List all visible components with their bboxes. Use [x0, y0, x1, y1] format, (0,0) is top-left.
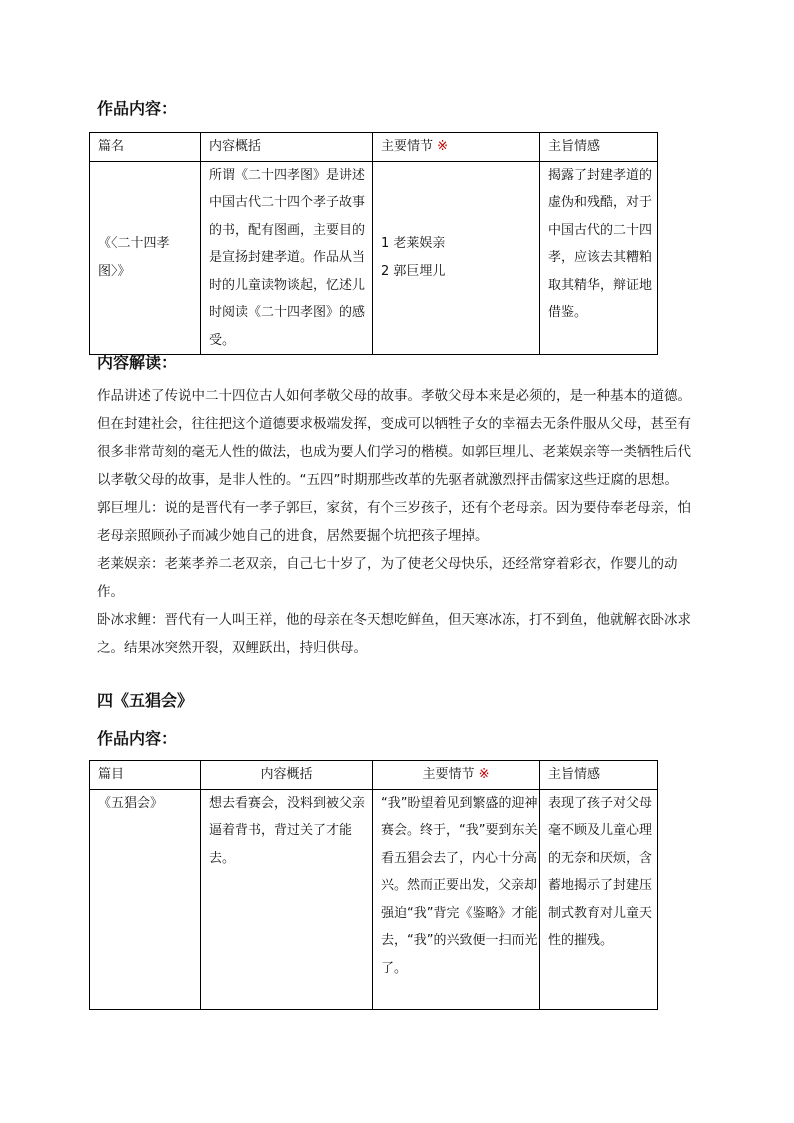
summary-cell: 想去看赛会，没料到被父亲逼着背书，背过关了才能去。: [201, 789, 373, 1009]
plot-item: 1 老莱娱亲: [381, 236, 446, 252]
paragraph: 郭巨埋儿：说的是晋代有一孝子郭巨，家贫，有个三岁孩子，还有个老母亲。因为要侍奉老母亲，怕老母亲照顾孙子而减少她自己的进食，居然要掘个坑把孩子埋掉。: [97, 500, 691, 544]
paragraph: 老莱娱亲：老莱孝养二老双亲，自己七十岁了，为了使老父母快乐，还经常穿着彩衣，作婴儿的动作。: [97, 556, 678, 600]
table-row: [90, 161, 658, 355]
title-text: 《〈二十四孝图〉》: [98, 236, 170, 279]
theme-cell: 揭露了封建孝道的虚伪和残酷，对于中国古代的二十四孝，应该去其糟粕取其精华，辩证地借鉴。: [540, 161, 658, 355]
header-cell: 篇目: [90, 761, 201, 790]
reading-body: [97, 382, 697, 662]
header-cell: [373, 761, 540, 790]
work-content-heading: 作品内容：: [97, 729, 178, 748]
table-header-row: [90, 761, 658, 790]
work-content-heading: 作品内容：: [97, 99, 178, 118]
theme-cell: 表现了孩子对父母毫不顾及儿童心理的无奈和厌烦，含蓄地揭示了封建压制式教育对儿童天性的摧残。: [540, 789, 658, 1009]
header-cell: 主旨情感: [540, 133, 658, 162]
header-cell: 主旨情感: [540, 761, 658, 790]
asterisk-mark-icon: ※: [478, 767, 490, 782]
wuchang-table: [89, 760, 658, 1010]
header-text: 主要情节: [422, 767, 475, 782]
twenty-four-filial-table: [89, 132, 658, 355]
header-text: 主要情节: [381, 139, 434, 154]
title-cell: [90, 161, 201, 355]
plot-cell: “我”盼望着见到繁盛的迎神赛会。终于，“我”要到东关看五猖会去了，内心十分高兴。然而正要出发，父亲却强迫“我”背完《鉴略》才能去，“我”的兴致便一扫而光了。: [373, 789, 540, 1009]
plot-cell: [373, 161, 540, 355]
table-header-row: [90, 133, 658, 162]
paragraph: 卧冰求鲤：晋代有一人叫王祥，他的母亲在冬天想吃鲜鱼，但天寒冰冻，打不到鱼，他就解衣卧冰求之。结果冰突然开裂，双鲤跃出，持归供母。: [97, 612, 691, 656]
asterisk-mark-icon: ※: [437, 139, 449, 154]
header-cell: 内容概括: [201, 761, 373, 790]
section-title: 四《五猖会》: [97, 691, 194, 710]
title-cell: 《五猖会》: [90, 789, 201, 1009]
paragraph: 作品讲述了传说中二十四位古人如何孝敬父母的故事。孝敬父母本来是必须的，是一种基本的道德。但在封建社会，往往把这个道德要求极端发挥，变成可以牺牲子女的幸福去无条件服从父母，甚至有很多非常苛刻的毫无人性的做法，也成为要人们学习的楷模。如郭巨埋儿、老莱娱亲等一类牺牲后代以孝敬父母的故事，是非人性的。“五四”时期那些改革的先驱者就激烈抨击儒家这些迂腐的思想。: [97, 388, 691, 488]
header-cell: [373, 133, 540, 162]
header-cell: 内容概括: [201, 133, 373, 162]
table-row: [90, 789, 658, 1009]
reading-heading: 内容解读：: [97, 353, 178, 372]
plot-item: 2 郭巨埋儿: [381, 263, 446, 279]
header-cell: 篇名: [90, 133, 201, 162]
summary-cell: 所谓《二十四孝图》是讲述中国古代二十四个孝子故事的书，配有图画，主要目的是宣扬封建孝道。作品从当时的儿童读物谈起，忆述儿时阅读《二十四孝图》的感受。: [201, 161, 373, 355]
